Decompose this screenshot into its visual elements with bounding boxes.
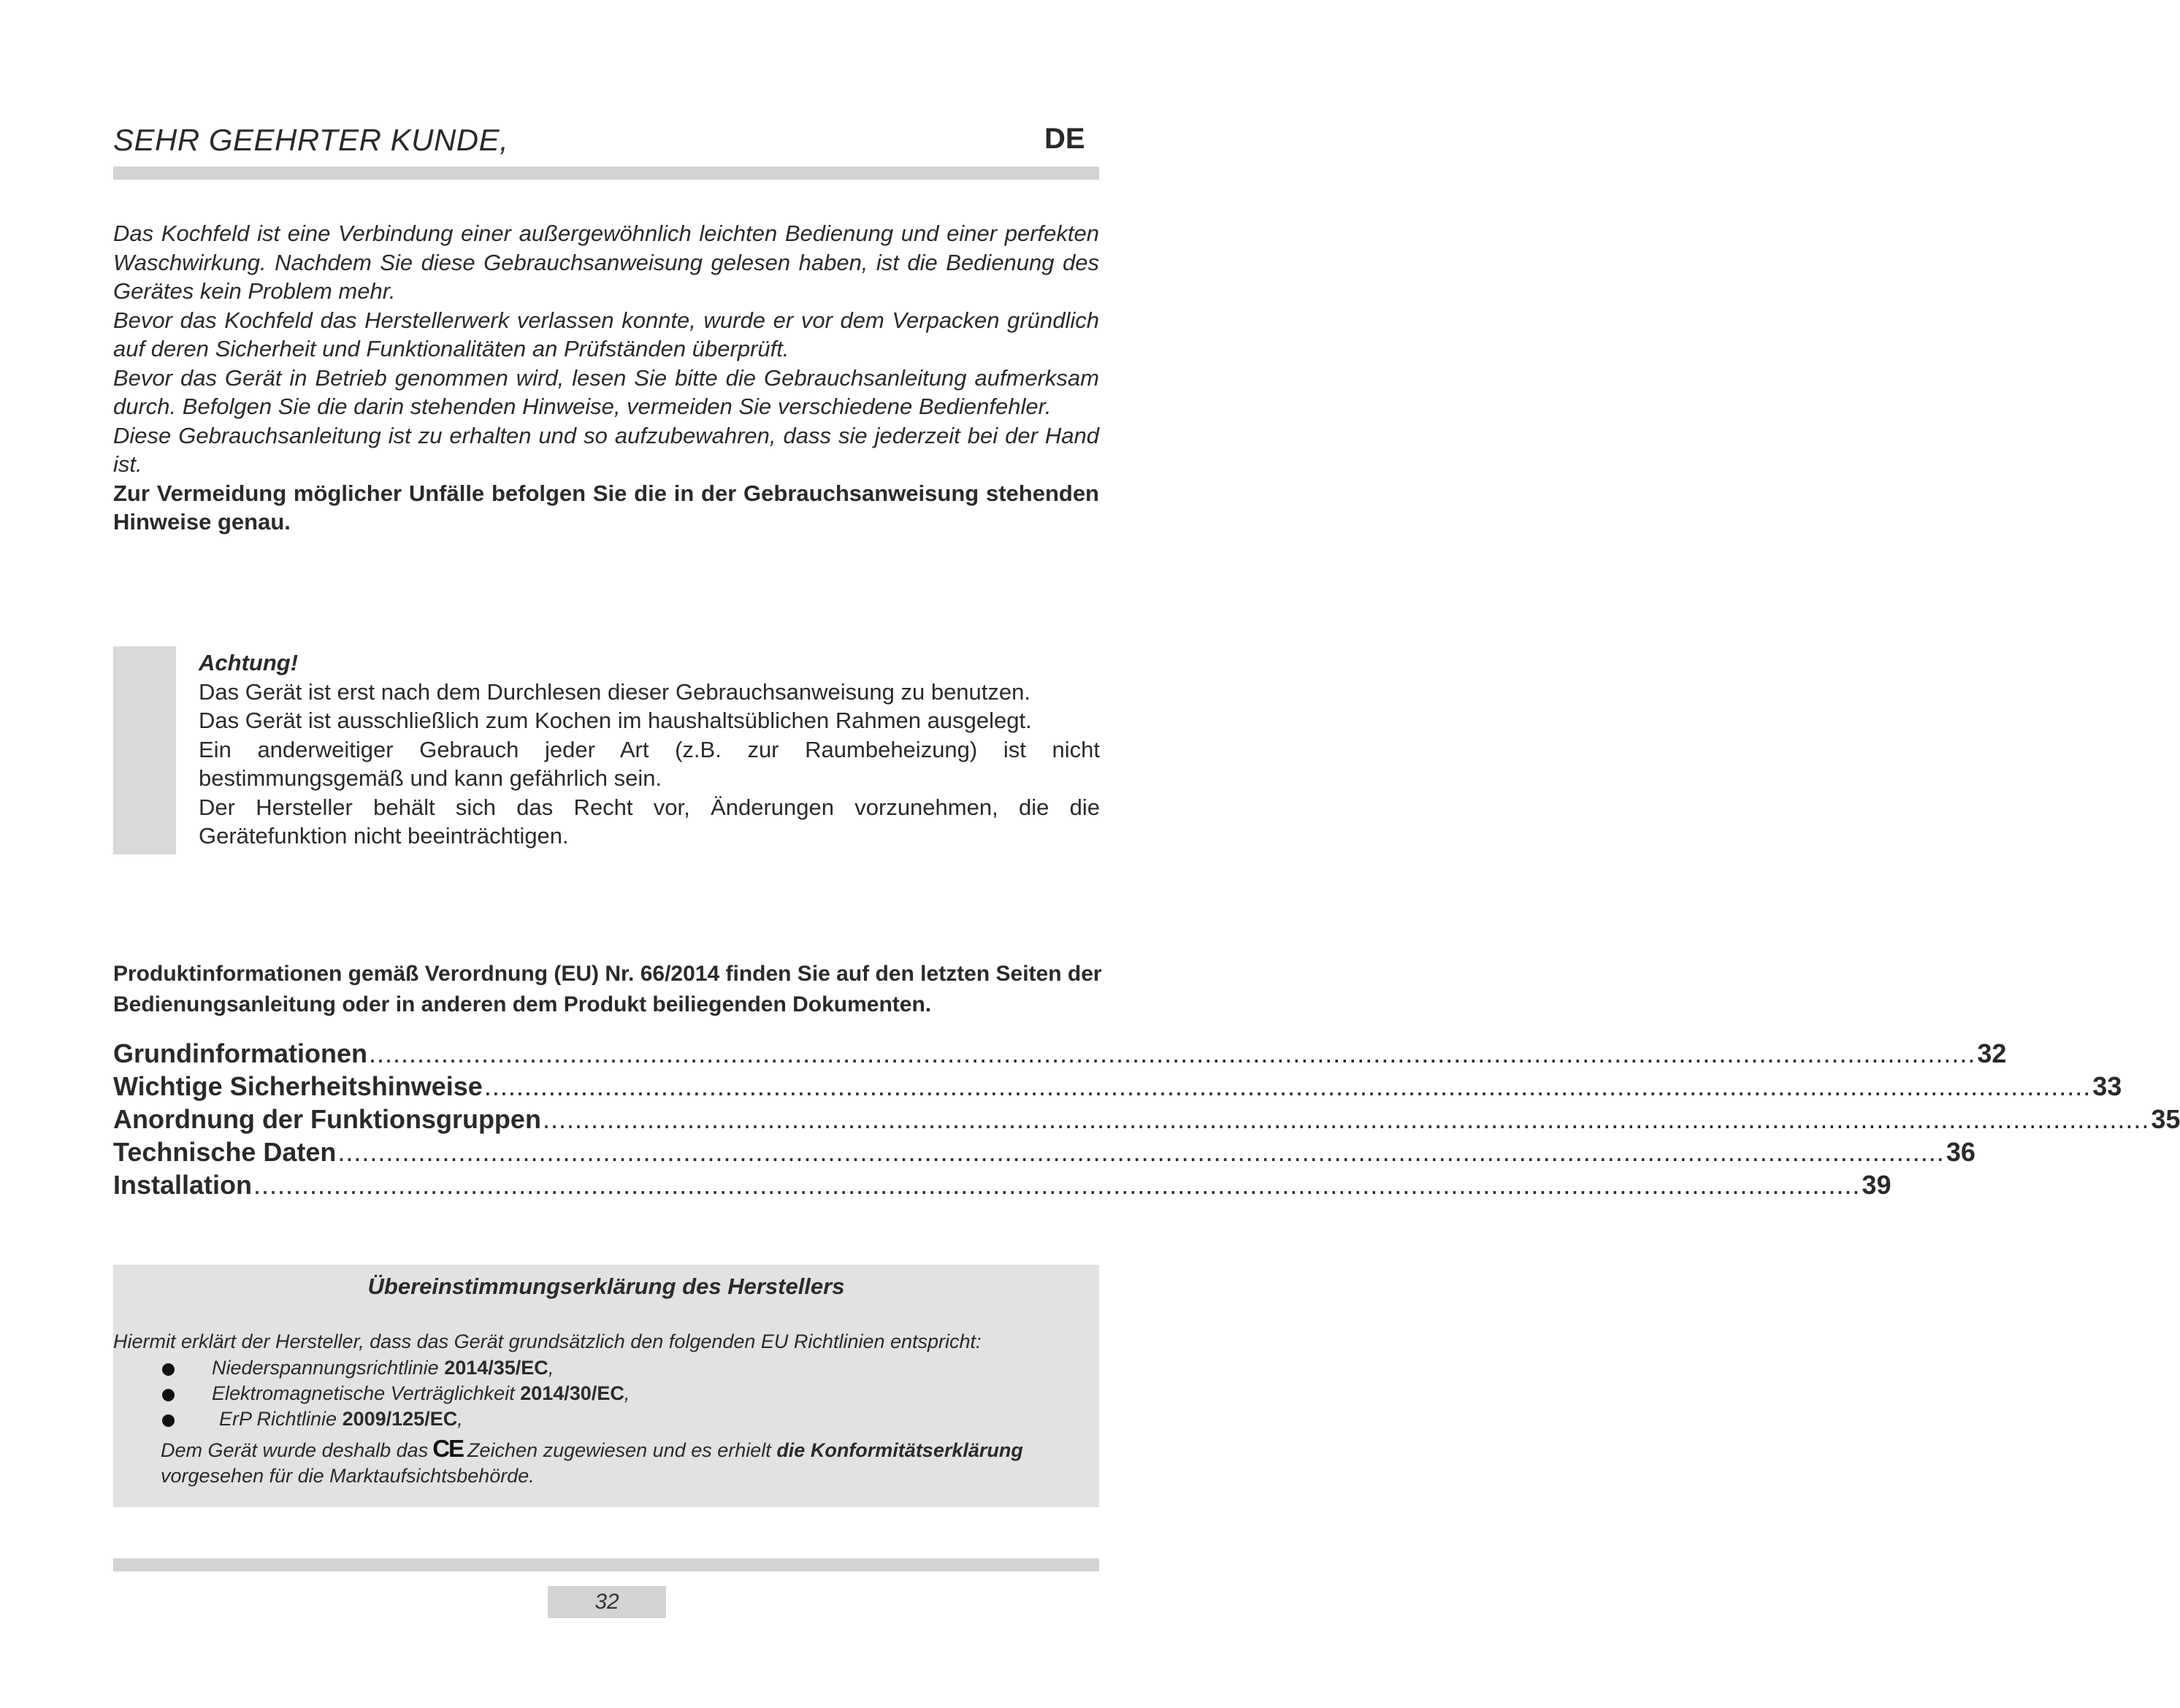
directive-item xyxy=(162,1357,554,1382)
header-rule xyxy=(113,166,1099,180)
toc-entry-installation[interactable] xyxy=(113,1170,1892,1203)
ce-mark-icon: CE xyxy=(432,1435,464,1462)
bullet-icon xyxy=(162,1363,175,1376)
toc-page: 35 xyxy=(2151,1104,2180,1134)
directive-suffix: , xyxy=(548,1357,554,1379)
page-number: 32 xyxy=(548,1586,666,1618)
warning-block xyxy=(199,648,1100,851)
bullet-icon xyxy=(162,1389,175,1401)
toc-page: 32 xyxy=(1977,1038,2007,1068)
toc-label: Grundinformationen xyxy=(113,1038,367,1068)
declaration-intro: Hiermit erklärt der Hersteller, dass das Gerät grundsätzlich den folgenden EU Richtlinien entspricht: xyxy=(113,1330,982,1352)
footer-rule xyxy=(113,1558,1099,1571)
intro-text xyxy=(113,219,1099,537)
directive-suffix: , xyxy=(457,1408,463,1430)
table-of-contents xyxy=(113,1038,2180,1203)
toc-label: Wichtige Sicherheitshinweise xyxy=(113,1071,483,1101)
directive-code: 2014/30/EC xyxy=(520,1382,624,1404)
warning-line: Ein anderweitiger Gebrauch jeder Art (z.B. zur Raumbeheizung) ist nicht bestimmungsgemäß und kann gefährlich sein. xyxy=(199,736,1100,791)
declaration-footer xyxy=(161,1436,1103,1489)
bullet-icon xyxy=(162,1414,175,1427)
directive-code: 2009/125/EC xyxy=(342,1408,458,1430)
toc-page: 39 xyxy=(1862,1170,1892,1200)
toc-entry-grundinformationen[interactable] xyxy=(113,1038,2007,1071)
toc-entry-technische-daten[interactable] xyxy=(113,1137,1976,1170)
footer-text: Zeichen zugewiesen und es erhielt xyxy=(467,1439,771,1461)
directive-suffix: , xyxy=(624,1382,630,1404)
intro-paragraph: Bevor das Kochfeld das Herstellerwerk verlassen konnte, wurde er vor dem Verpacken gründlich auf deren Sicherheit und Funktionalitäten an Prüfständen überprüft. xyxy=(113,307,1099,361)
toc-page: 36 xyxy=(1946,1137,1976,1167)
page-title: SEHR GEEHRTER KUNDE, xyxy=(113,123,509,157)
warning-title: Achtung! xyxy=(199,650,299,675)
intro-paragraph: Das Kochfeld ist eine Verbindung einer außergewöhnlich leichten Bedienung und einer perfekten Waschwirkung. Nachdem Sie diese Gebrauchsanweisung gelesen haben, ist die Bedienung des Gerätes kein Problem mehr. xyxy=(113,221,1099,304)
intro-paragraph: Diese Gebrauchsanleitung ist zu erhalten und so aufzubewahren, dass sie jederzeit bei der Hand ist. xyxy=(113,422,1099,477)
warning-line: Das Gerät ist ausschließlich zum Kochen im haushaltsüblichen Rahmen ausgelegt. xyxy=(199,708,1032,733)
toc-entry-sicherheitshinweise[interactable] xyxy=(113,1071,2122,1104)
toc-label: Installation xyxy=(113,1170,253,1200)
toc-label: Technische Daten xyxy=(113,1137,337,1167)
directive-label: ErP Richtlinie xyxy=(219,1408,337,1430)
toc-label: Anordnung der Funktionsgruppen xyxy=(113,1104,541,1134)
toc-page: 33 xyxy=(2092,1071,2122,1101)
toc-leader: ........................................................................................................................................................................................................ xyxy=(483,1071,2092,1101)
footer-text: vorgesehen für die Marktaufsichtsbehörde. xyxy=(161,1465,535,1487)
language-code: DE xyxy=(1044,123,1085,155)
intro-emphasis: Zur Vermeidung möglicher Unfälle befolgen Sie die in der Gebrauchsanweisung stehenden Hinweise genau. xyxy=(113,480,1099,535)
directive-item xyxy=(162,1382,630,1408)
warning-line: Das Gerät ist erst nach dem Durchlesen dieser Gebrauchsanweisung zu benutzen. xyxy=(199,678,1030,705)
directive-label: Elektromagnetische Verträglichkeit xyxy=(212,1382,515,1404)
directive-label: Niederspannungsrichtlinie xyxy=(212,1357,439,1379)
intro-paragraph: Bevor das Gerät in Betrieb genommen wird, lesen Sie bitte die Gebrauchsanleitung aufmerksam durch. Befolgen Sie die darin stehenden Hinweise, vermeiden Sie verschiedene Bedienfehler. xyxy=(113,364,1099,419)
toc-leader: ........................................................................................................................................................................................................ xyxy=(368,1038,1976,1068)
directive-code: 2014/35/EC xyxy=(444,1357,548,1379)
footer-text: Dem Gerät wurde deshalb das xyxy=(161,1439,429,1461)
toc-leader: ........................................................................................................................................................................................................ xyxy=(337,1137,1945,1167)
product-info: Produktinformationen gemäß Verordnung (EU) Nr. 66/2014 finden Sie auf den letzten Seiten der Bedienungsanleitung oder in anderen dem Produkt beiliegenden Dokumenten. xyxy=(113,962,1102,1016)
declaration-title: Übereinstimmungserklärung des Herstellers xyxy=(367,1274,845,1299)
toc-leader: ........................................................................................................................................................................................................ xyxy=(542,1104,2150,1134)
toc-leader: ........................................................................................................................................................................................................ xyxy=(253,1170,1861,1200)
footer-bold: die Konformitätserklärung xyxy=(776,1439,1023,1461)
toc-entry-funktionsgruppen[interactable] xyxy=(113,1104,2180,1137)
directive-item xyxy=(162,1408,463,1433)
warning-marker xyxy=(113,646,176,854)
warning-line: Der Hersteller behält sich das Recht vor, Änderungen vorzunehmen, die die Gerätefunktion nicht beeinträchtigen. xyxy=(199,794,1100,849)
